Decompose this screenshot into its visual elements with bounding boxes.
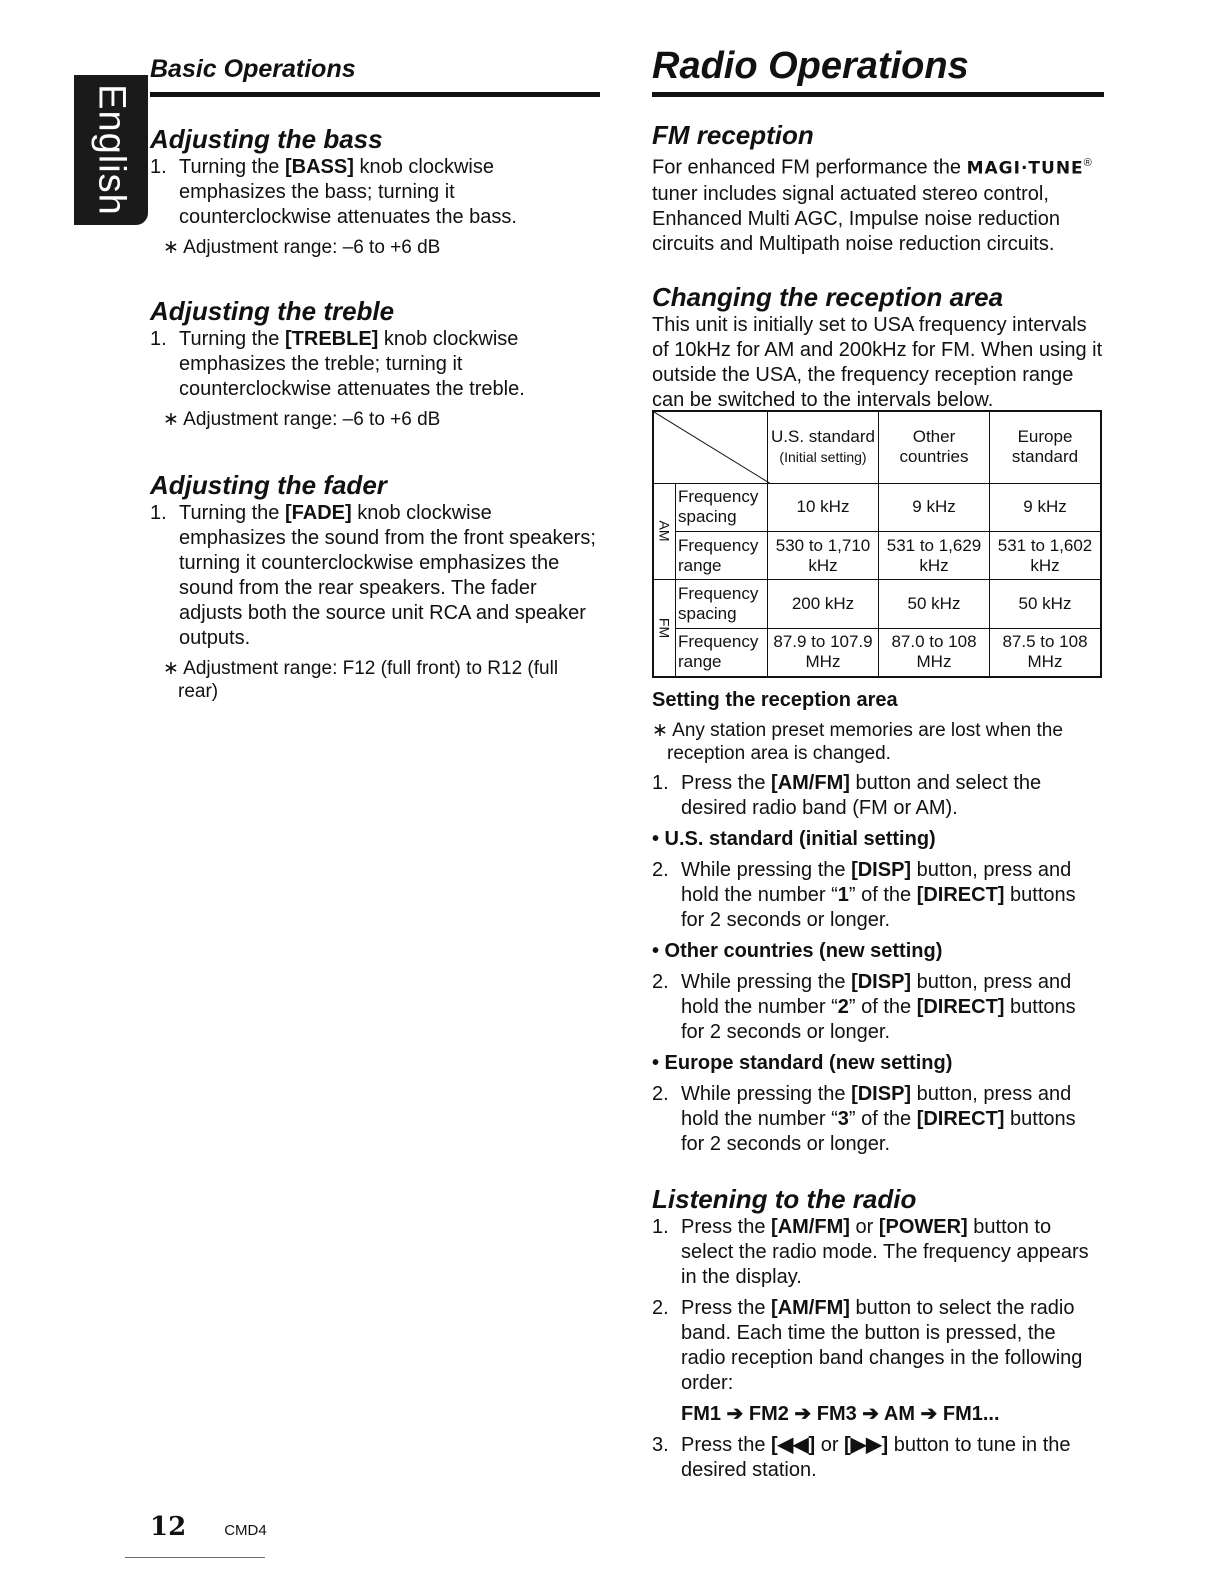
- setting-step-1: 1. Press the [AM/FM] button and select the desired radio band (FM or AM).: [652, 772, 1042, 819]
- page-footer: [150, 1512, 267, 1542]
- us-standard-label: • U.S. standard (initial setting): [652, 828, 936, 850]
- page-number: 12: [150, 1512, 187, 1542]
- area-title: Changing the reception area: [652, 281, 1004, 312]
- bass-title: Adjusting the bass: [150, 124, 383, 154]
- magi-tune-logo: MAGI·TUNE: [966, 158, 1084, 179]
- other-countries-label: • Other countries (new setting): [652, 940, 943, 962]
- row-label: Frequency spacing: [676, 483, 768, 531]
- table-cell: 50 kHz: [879, 580, 990, 628]
- table-cell: 9 kHz: [879, 483, 990, 531]
- band-sequence: FM1 ➔ FM2 ➔ FM3 ➔ AM ➔ FM1...: [681, 1403, 1000, 1425]
- row-label: Frequency range: [676, 531, 768, 579]
- listen-title: Listening to the radio: [652, 1184, 917, 1214]
- row-label: Frequency range: [676, 628, 768, 677]
- other-countries-step: 2. While pressing the [DISP] button, press and hold the number “2” of the [DIRECT] buttons for 2 seconds or longer.: [652, 971, 1076, 1043]
- diagonal-line: [654, 412, 771, 484]
- table-cell: 9 kHz: [990, 483, 1102, 531]
- table-cell: 200 kHz: [768, 580, 879, 628]
- table-cell: 10 kHz: [768, 483, 879, 531]
- fader-step: 1. Turning the [FADE] knob clockwise emphasizes the sound from the front speakers; turning it counterclockwise emphasizes the sound from the rear speakers. The fader adjusts both the source unit RCA and speaker outputs.: [150, 502, 596, 649]
- section-header: Basic Operations: [150, 55, 600, 97]
- bass-note: ∗ Adjustment range: –6 to +6 dB: [163, 237, 441, 258]
- table-cell: 87.0 to 108 MHz: [879, 628, 990, 677]
- col-other: Other countries: [879, 411, 990, 483]
- table-corner: [653, 411, 768, 483]
- footer-underline: [125, 1557, 265, 1558]
- table-cell: 531 to 1,602 kHz: [990, 531, 1102, 579]
- page-title: Radio Operations: [652, 45, 1104, 97]
- treble-title: Adjusting the treble: [150, 296, 395, 326]
- listen-step-1: 1. Press the [AM/FM] or [POWER] button to select the radio mode. The frequency appears in the display.: [652, 1216, 1089, 1288]
- col-us: U.S. standard (Initial setting): [768, 411, 879, 483]
- table-cell: 87.5 to 108 MHz: [990, 628, 1102, 677]
- setting-section: [652, 688, 1104, 1483]
- reception-table: [652, 410, 1102, 678]
- table-cell: 87.9 to 107.9 MHz: [768, 628, 879, 677]
- language-tab: [74, 75, 148, 225]
- fader-title: Adjusting the fader: [150, 470, 387, 500]
- treble-step: 1. Turning the [TREBLE] knob clockwise emphasizes the treble; turning it counterclockwise attenuates the treble.: [150, 328, 525, 400]
- fader-note: ∗ Adjustment range: F12 (full front) to R12 (full rear): [163, 658, 559, 702]
- band-am: AM: [653, 483, 676, 580]
- europe-standard-label: • Europe standard (new setting): [652, 1052, 953, 1074]
- europe-standard-step: 2. While pressing the [DISP] button, press and hold the number “3” of the [DIRECT] buttons for 2 seconds or longer.: [652, 1083, 1076, 1155]
- area-text: This unit is initially set to USA frequency intervals of 10kHz for AM and 200kHz for FM. When using it outside the USA, the frequency reception range can be switched to the intervals below.: [652, 313, 1103, 411]
- right-column: [652, 45, 1104, 413]
- us-standard-step: 2. While pressing the [DISP] button, press and hold the number “1” of the [DIRECT] buttons for 2 seconds or longer.: [652, 859, 1076, 931]
- fm-text: For enhanced FM performance the MAGI·TUNE® tuner includes signal actuated stereo control, Enhanced Multi AGC, Impulse noise reduction circuits and Multipath noise reduction circuits.: [652, 156, 1092, 255]
- row-label: Frequency spacing: [676, 580, 768, 628]
- listen-step-2: 2. Press the [AM/FM] button to select the radio band. Each time the button is pressed, the radio reception band changes in the following order:: [652, 1297, 1083, 1394]
- setting-title: Setting the reception area: [652, 689, 898, 711]
- col-europe: Europe standard: [990, 411, 1102, 483]
- band-fm: FM: [653, 580, 676, 677]
- table-cell: 531 to 1,629 kHz: [879, 531, 990, 579]
- language-tab-label: English: [90, 84, 133, 216]
- model-name: CMD4: [224, 1522, 267, 1539]
- setting-note: ∗ Any station preset memories are lost when the reception area is changed.: [652, 720, 1063, 764]
- fm-title: FM reception: [652, 120, 814, 150]
- table-cell: 50 kHz: [990, 580, 1102, 628]
- bass-step: 1. Turning the [BASS] knob clockwise emphasizes the bass; turning it counterclockwise attenuates the bass.: [150, 156, 517, 228]
- listen-step-3: 3. Press the [◀◀] or [▶▶] button to tune in the desired station.: [652, 1434, 1071, 1481]
- treble-note: ∗ Adjustment range: –6 to +6 dB: [163, 409, 441, 430]
- left-column: [150, 55, 600, 703]
- table-cell: 530 to 1,710 kHz: [768, 531, 879, 579]
